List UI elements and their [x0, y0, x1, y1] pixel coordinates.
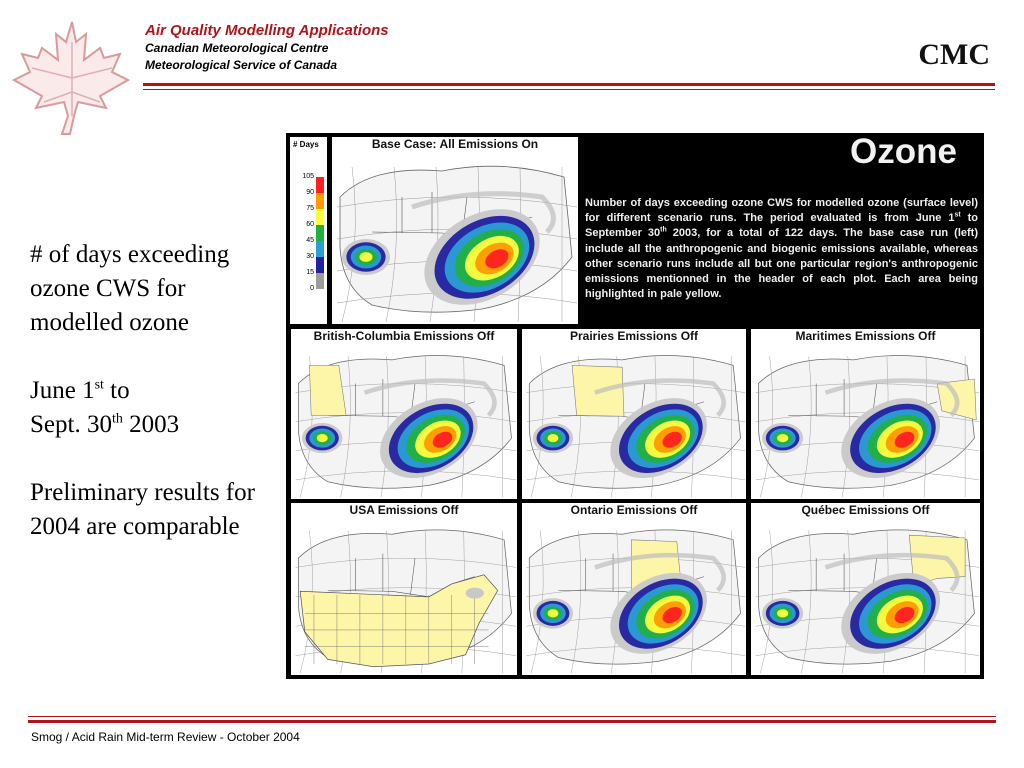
panel-label — [291, 503, 517, 517]
footer-divider — [28, 720, 996, 723]
panel-label — [751, 503, 980, 517]
date-end-text: Sept. 30 — [30, 411, 112, 438]
panel-quebec-off — [751, 503, 980, 675]
footer-divider-thin — [28, 716, 996, 717]
ozone-map — [522, 503, 746, 675]
panel-label — [522, 329, 746, 343]
legend-tick-label: 45 — [306, 237, 314, 244]
header-org-line: Canadian Meteorological Centre — [145, 41, 329, 55]
desc-part1: Number of days exceeding ozone CWS for modelled ozone (surface level) for different scenario runs. The period evaluated is from June 1 — [585, 197, 978, 225]
footer-text: Smog / Acid Rain Mid-term Review - October 2004 — [31, 730, 300, 744]
panel-maritimes-off — [751, 329, 980, 499]
header-text-block — [145, 22, 389, 74]
legend-tick-label: 75 — [306, 205, 314, 212]
legend-swatch — [316, 257, 324, 273]
ozone-map — [751, 329, 980, 499]
panel-title: British-Columbia Emissions Off — [311, 329, 498, 343]
legend-swatch — [316, 273, 324, 289]
ozone-map — [291, 329, 517, 499]
date-end-sup: th — [111, 411, 123, 427]
date-to-text: to — [103, 377, 130, 404]
left-text-p1: # of days exceeding ozone CWS for modelled ozone — [30, 241, 230, 336]
panel-title: Prairies Emissions Off — [567, 329, 701, 343]
left-text-dates — [30, 374, 280, 442]
panel-ontario-off — [522, 503, 746, 675]
maple-leaf-icon — [8, 20, 136, 138]
panel-title: USA Emissions Off — [347, 503, 462, 517]
desc-sup2: th — [660, 226, 667, 234]
legend-title: # Days — [293, 140, 319, 149]
panel-title: Base Case: All Emissions On — [369, 137, 541, 151]
left-text-block — [30, 238, 280, 578]
panel-label — [332, 137, 578, 151]
legend-swatch — [316, 209, 324, 225]
legend-swatch — [316, 225, 324, 241]
desc-part2: to September 30 — [585, 212, 978, 240]
legend-tick-label: 60 — [306, 221, 314, 228]
header-service-line: Meteorological Service of Canada — [145, 58, 338, 72]
panel-bc-off — [291, 329, 517, 499]
date-year-text: 2003 — [122, 411, 180, 438]
panel-title: Maritimes Emissions Off — [792, 329, 938, 343]
panel-label — [522, 503, 746, 517]
panel-title: Québec Emissions Off — [798, 503, 932, 517]
cmc-logo: CMC — [918, 38, 990, 71]
legend-tick-label: 0 — [310, 285, 314, 292]
days-legend — [290, 137, 327, 324]
panel-title: Ontario Emissions Off — [568, 503, 701, 517]
panel-base-case — [332, 137, 578, 324]
ozone-title: Ozone — [850, 132, 957, 171]
header-title: Air Quality Modelling Applications — [145, 22, 389, 39]
ozone-map — [751, 503, 980, 675]
date-start-text: June 1 — [30, 377, 95, 404]
ozone-map — [291, 503, 517, 675]
panel-usa-off — [291, 503, 517, 675]
legend-tick-label: 105 — [302, 173, 314, 180]
legend-swatch — [316, 241, 324, 257]
panel-label — [751, 329, 980, 343]
header-divider — [143, 83, 995, 86]
legend-swatch — [316, 193, 324, 209]
header-divider-thin — [143, 89, 995, 90]
desc-part3: 2003, for a total of 122 days. The base case run (left) include all the anthropogenic and biogenic emissions available, whereas other scenario runs include all but one particular region's anthropogenic emissions mentionned in the header of each plot. Each area being highlighted in pale yellow. — [585, 227, 978, 301]
ozone-description — [585, 196, 978, 302]
ozone-map — [332, 137, 578, 324]
panel-label — [291, 329, 517, 343]
legend-swatch — [316, 177, 324, 193]
legend-tick-label: 15 — [306, 269, 314, 276]
legend-tick-label: 90 — [306, 189, 314, 196]
desc-sup1: st — [954, 211, 961, 219]
panel-prairies-off — [522, 329, 746, 499]
date-start-sup: st — [94, 377, 104, 393]
ozone-map — [522, 329, 746, 499]
legend-tick-label: 30 — [306, 253, 314, 260]
left-text-p3: Preliminary results for 2004 are comparable — [30, 479, 255, 540]
